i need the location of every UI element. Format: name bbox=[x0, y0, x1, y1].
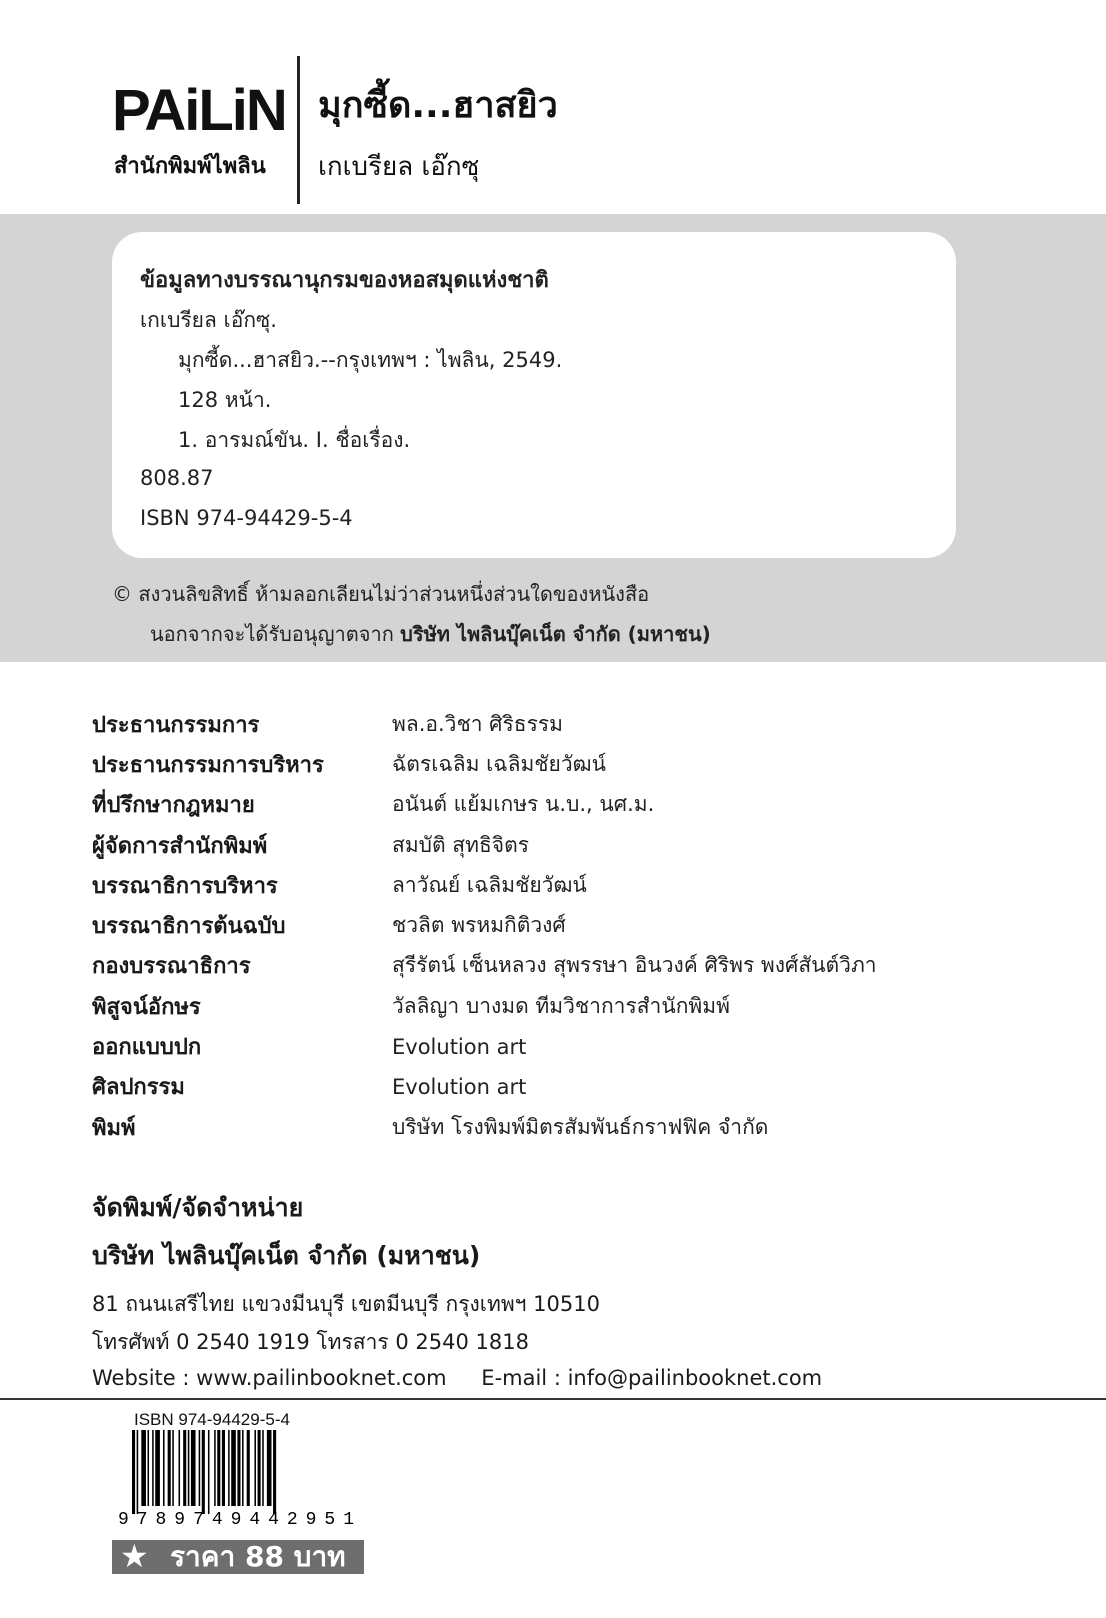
copyright-company: บริษัท ไพลินบุ๊คเน็ต จำกัด (มหาชน) bbox=[400, 622, 711, 646]
publisher-logo-subtitle: สำนักพิมพ์ไพลิน bbox=[114, 154, 266, 179]
cip-subjects: 1. อารมณ์ขัน. I. ชื่อเรื่อง. bbox=[178, 428, 411, 452]
credit-name: Evolution art bbox=[392, 1074, 527, 1099]
credit-role: พิมพ์ bbox=[92, 1115, 136, 1141]
credit-name: Evolution art bbox=[392, 1034, 527, 1059]
cip-classification: 808.87 bbox=[140, 466, 214, 490]
credit-name: อนันต์ แย้มเกษร น.บ., นศ.ม. bbox=[392, 792, 655, 817]
cip-imprint: มุกซี้ด...ฮาสยิว.--กรุงเทพฯ : ไพลิน, 2549. bbox=[178, 348, 563, 372]
credit-role: บรรณาธิการบริหาร bbox=[92, 873, 278, 899]
copyright-prefix: นอกจากจะได้รับอนุญาตจาก bbox=[150, 622, 394, 646]
website-link[interactable]: Website : www.pailinbooknet.com bbox=[92, 1366, 447, 1390]
credit-name: วัลลิญา บางมด ทีมวิชาการสำนักพิมพ์ bbox=[392, 993, 730, 1018]
copyright-line-1: © สงวนลิขสิทธิ์ ห้ามลอกเลียนไม่ว่าส่วนหนึ่งส่วนใดของหนังสือ bbox=[112, 582, 650, 606]
copyright-line-2 bbox=[150, 618, 711, 650]
price-tag bbox=[112, 1537, 364, 1575]
credit-row bbox=[92, 986, 992, 1026]
publisher-address: 81 ถนนเสรีไทย แขวงมีนบุรี เขตมีนบุรี กรุงเทพฯ 10510 bbox=[92, 1292, 600, 1316]
cip-title: ข้อมูลทางบรรณานุกรมของหอสมุดแห่งชาติ bbox=[140, 268, 549, 293]
isbn-barcode bbox=[118, 1430, 358, 1526]
publisher-contact bbox=[92, 1366, 822, 1390]
credits-list bbox=[92, 704, 992, 1147]
cip-card bbox=[112, 232, 956, 558]
book-title: มุกซี้ด...ฮาสยิว bbox=[318, 85, 558, 126]
credit-name: ฉัตรเฉลิม เฉลิมชัยวัฒน์ bbox=[392, 751, 606, 776]
credit-role: ที่ปรึกษากฎหมาย bbox=[92, 793, 255, 819]
credit-role: ศิลปกรรม bbox=[92, 1075, 185, 1101]
credit-role: ประธานกรรมการ bbox=[92, 712, 260, 738]
credit-row bbox=[92, 785, 992, 825]
publisher-company: บริษัท ไพลินบุ๊คเน็ต จำกัด (มหาชน) bbox=[92, 1241, 481, 1270]
cip-author: เกเบรียล เอ๊กซุ. bbox=[140, 308, 277, 332]
credit-row bbox=[92, 744, 992, 784]
credit-row bbox=[92, 865, 992, 905]
cip-isbn: ISBN 974-94429-5-4 bbox=[140, 506, 353, 530]
credit-row bbox=[92, 1067, 992, 1107]
credit-row bbox=[92, 1026, 992, 1066]
credit-name: สมบัติ สุทธิจิตร bbox=[392, 832, 530, 857]
credit-role: บรรณาธิการต้นฉบับ bbox=[92, 914, 286, 940]
distribution-heading: จัดพิมพ์/จัดจำหน่าย bbox=[92, 1193, 304, 1222]
credit-name: พล.อ.วิชา ศิริธรรม bbox=[392, 711, 564, 736]
price-label: ราคา 88 บาท bbox=[170, 1540, 346, 1573]
footer-divider bbox=[0, 1398, 1106, 1400]
book-author: เกเบรียล เอ๊กซุ bbox=[318, 152, 480, 182]
credit-name: สุรีรัตน์ เซ็นหลวง สุพรรษา อินวงค์ ศิริพร พงศ์สันต์วิภา bbox=[392, 953, 877, 978]
star-icon: ★ bbox=[120, 1537, 149, 1575]
credit-name: ลาวัณย์ เฉลิมชัยวัฒน์ bbox=[392, 872, 587, 897]
credit-role: ประธานกรรมการบริหาร bbox=[92, 752, 324, 778]
credit-role: พิสูจน์อักษร bbox=[92, 994, 201, 1020]
cip-pages: 128 หน้า. bbox=[178, 388, 272, 412]
credit-row bbox=[92, 704, 992, 744]
credit-row bbox=[92, 1107, 992, 1147]
barcode-isbn: ISBN 974-94429-5-4 bbox=[134, 1410, 290, 1429]
publisher-logo: PAiLiN bbox=[112, 78, 286, 143]
publisher-phone: โทรศัพท์ 0 2540 1919 โทรสาร 0 2540 1818 bbox=[92, 1330, 529, 1354]
barcode-digits: 9789749442951 bbox=[118, 1510, 354, 1526]
header-divider bbox=[297, 56, 300, 204]
credit-row bbox=[92, 825, 992, 865]
credit-role: กองบรรณาธิการ bbox=[92, 954, 251, 980]
credit-name: บริษัท โรงพิมพ์มิตรสัมพันธ์กราฟฟิค จำกัด bbox=[392, 1114, 769, 1139]
email-link[interactable]: E-mail : info@pailinbooknet.com bbox=[481, 1366, 823, 1390]
credit-role: ผู้จัดการสำนักพิมพ์ bbox=[92, 833, 268, 859]
credit-name: ชวลิต พรหมกิติวงศ์ bbox=[392, 913, 566, 938]
credit-row bbox=[92, 905, 992, 945]
credit-row bbox=[92, 946, 992, 986]
credit-role: ออกแบบปก bbox=[92, 1035, 202, 1061]
